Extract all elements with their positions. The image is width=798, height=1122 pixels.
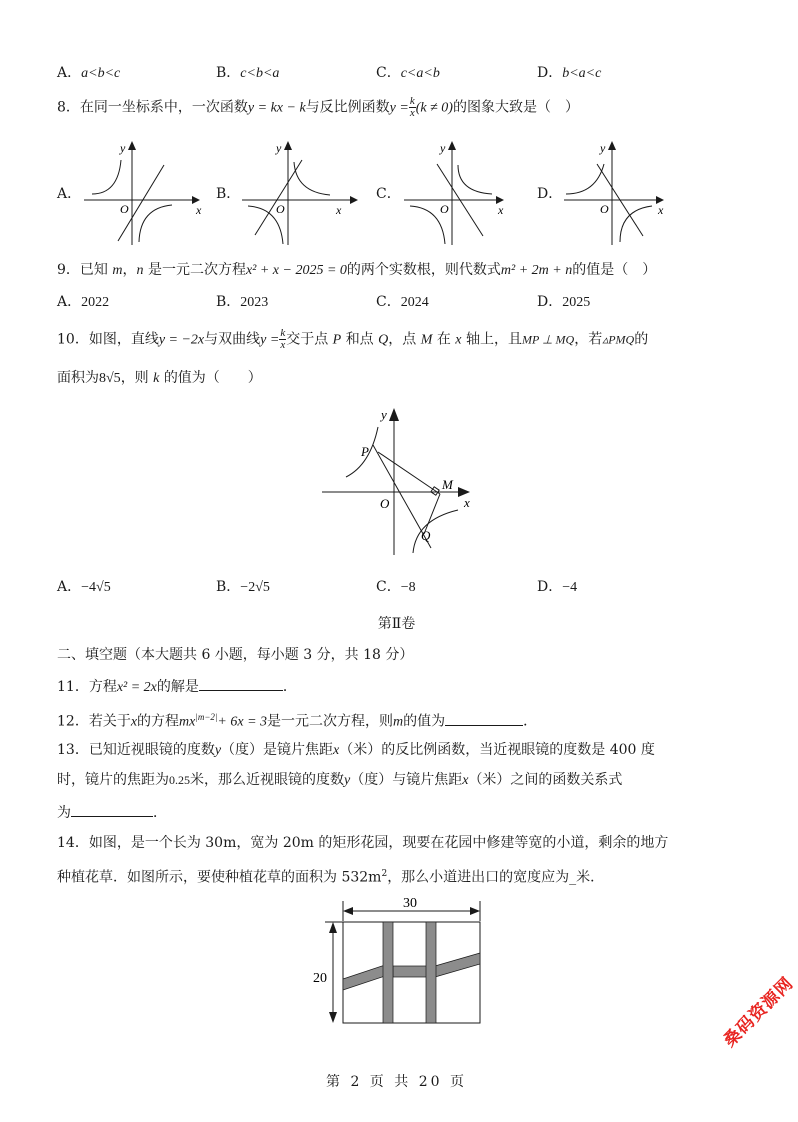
question-text: 轴上，且: [465, 331, 522, 348]
variable: m: [393, 714, 404, 730]
hyperbola-branch: [413, 510, 458, 553]
q7-option-a: [57, 63, 120, 84]
question-text: （米）的反比例函数，当近视眼镜的度数是 400 度: [339, 742, 655, 758]
linear-function-line: [255, 160, 302, 235]
y-arrow-icon: [284, 141, 292, 150]
question-number: 9．: [57, 262, 80, 278]
numerator: k: [280, 327, 286, 339]
option-label: D．: [537, 65, 563, 81]
fraction: [409, 96, 416, 119]
variable: x: [462, 773, 469, 788]
arrow-down-icon: [329, 1012, 337, 1023]
option-label: B．: [216, 579, 241, 595]
question-text: 若关于: [88, 713, 131, 730]
question-text: ．: [282, 679, 297, 695]
page-footer: 第 2 页 共 20 页: [326, 1074, 467, 1090]
question-number: 12．: [57, 713, 89, 730]
y-label: y: [381, 407, 387, 422]
hyperbola-branch: [458, 165, 492, 194]
q14-line2: [57, 864, 604, 888]
y-arrow-icon: [389, 408, 399, 421]
question-text: 和点: [345, 331, 374, 348]
hyperbola-branch: [566, 164, 604, 194]
point-q-label: Q: [421, 528, 431, 543]
formula: y =: [260, 332, 280, 348]
variable: P: [332, 332, 342, 348]
numerator: k: [409, 95, 415, 107]
y-label: y: [276, 141, 282, 155]
question-text: 是一元二次方程: [147, 262, 246, 278]
q9-option-a: [57, 292, 109, 313]
variable: x: [455, 332, 462, 348]
question-text: 与双曲线: [204, 331, 261, 348]
question-text: 的解是: [156, 679, 199, 695]
y-label: y: [600, 141, 606, 155]
q10-option-a: [57, 577, 111, 598]
option-value: −2√5: [240, 580, 270, 595]
question-text: 方程: [88, 679, 117, 695]
formula: 8√5: [99, 371, 121, 386]
q8-graph-b: [238, 140, 358, 250]
q9-question: [57, 260, 656, 281]
q7-option-d: [537, 63, 601, 84]
formula: (k ≠ 0): [415, 100, 453, 116]
option-value: −4: [562, 580, 578, 595]
q10-option-c: [376, 577, 416, 598]
option-label: A．: [57, 294, 82, 310]
variable: x: [130, 714, 138, 730]
denominator: x: [409, 107, 415, 119]
equation: x² = 2x: [116, 680, 157, 695]
variable: n: [136, 263, 144, 278]
variable: M: [420, 332, 433, 348]
path-middle-segment: [393, 966, 430, 977]
question-text: ，若: [574, 331, 603, 348]
y-label: y: [120, 141, 126, 155]
option-label: C．: [376, 65, 401, 81]
variable: y: [344, 773, 351, 788]
x-label: x: [336, 203, 342, 217]
question-text: 种植花草．如图所示，要使种植花草的面积为 532m: [57, 869, 382, 886]
x-label: x: [498, 203, 504, 217]
x-label: x: [464, 495, 470, 510]
option-value: 2025: [562, 295, 591, 310]
path-vertical-left: [383, 922, 393, 1023]
question-text: ，则: [120, 370, 149, 386]
question-text: 在: [436, 331, 451, 348]
option-label: C．: [376, 294, 401, 310]
arrow-left-icon: [343, 907, 353, 915]
q13-line1: [57, 740, 655, 761]
part-title: 第Ⅱ卷: [377, 616, 416, 632]
q10-option-d: [537, 577, 577, 598]
section-heading: 二、填空题（本大题共 6 小题，每小题 3 分，共 18 分）: [57, 647, 414, 663]
question-text: 的: [634, 331, 649, 348]
variable: y: [214, 743, 222, 758]
option-value: 2022: [81, 295, 110, 310]
q14-line1: [57, 833, 668, 853]
y-label: y: [440, 141, 446, 155]
option-value: 2023: [240, 295, 269, 310]
q8-graph-a: [80, 140, 200, 250]
denominator: x: [280, 339, 286, 351]
answer-blank[interactable]: [71, 802, 153, 817]
arrow-right-icon: [470, 907, 480, 915]
question-text: 的值为: [403, 713, 446, 730]
question-text: 的值是（ ）: [572, 262, 657, 278]
option-value: −4√5: [81, 580, 111, 595]
q8-option-b-label: B．: [216, 186, 241, 202]
question-number: 11．: [57, 679, 89, 695]
origin-label: O: [120, 202, 129, 216]
option-label: B．: [216, 65, 241, 81]
origin-label: O: [440, 202, 449, 216]
hyperbola-branch: [139, 205, 172, 242]
question-text: ．: [523, 713, 538, 730]
hyperbola-branch: [294, 162, 330, 195]
question-text: （米）之间的函数关系式: [468, 772, 623, 788]
question-text: 交于点: [286, 331, 329, 348]
hyperbola-branch: [92, 160, 121, 194]
x-label: x: [196, 203, 202, 217]
option-text: c<b<a: [240, 66, 280, 81]
question-text: 是一元二次方程，则: [267, 713, 394, 730]
variable: k: [153, 371, 160, 386]
q12-question: [57, 707, 537, 733]
q8-option-c-label: C．: [376, 186, 401, 202]
question-text: （度）与镜片焦距: [350, 772, 463, 788]
q10-figure: [318, 405, 488, 560]
formula: y = kx − k: [247, 100, 306, 116]
q10-question-line2: [57, 368, 262, 389]
question-text: 已知: [79, 262, 108, 278]
q8-question: [57, 96, 579, 119]
question-number: 8．: [57, 99, 80, 116]
variable: Q: [378, 332, 389, 348]
watermark: 桑码资源网: [719, 973, 798, 1052]
option-label: D．: [537, 294, 563, 310]
q13-line2: [57, 770, 622, 791]
q7-option-c: [376, 63, 440, 84]
answer-blank[interactable]: [445, 711, 523, 726]
q8-option-a-label: A．: [57, 186, 82, 202]
question-text: 的图象大致是（ ）: [452, 99, 579, 116]
q8-graph-c: [400, 140, 520, 250]
q9-option-d: [537, 292, 590, 313]
question-text: ，: [122, 262, 137, 278]
question-text: （度）是镜片焦距: [221, 742, 334, 758]
question-text: 如图，直线: [88, 331, 159, 348]
question-text: 米，那么近视眼镜的度数: [190, 772, 344, 788]
answer-blank[interactable]: [199, 676, 283, 691]
option-label: C．: [376, 579, 401, 595]
equation: x² + x − 2025 = 0: [245, 263, 347, 278]
option-text: c<a<b: [400, 66, 440, 81]
q7-option-b: [216, 63, 279, 84]
q13-line3: [57, 802, 167, 823]
question-text: 面积为: [57, 370, 99, 386]
option-value: −8: [400, 580, 416, 595]
x-label: x: [658, 203, 664, 217]
path-vertical-right: [426, 922, 436, 1023]
option-label: A．: [57, 579, 82, 595]
hyperbola-branch: [620, 206, 652, 242]
question-text: 如图，是一个长为 30m，宽为 20m 的矩形花园，现要在花园中修建等宽的小道，剩余的地方: [88, 835, 669, 851]
q9-option-c: [376, 292, 429, 313]
origin-label: O: [276, 202, 285, 216]
question-text: ，点: [388, 331, 417, 348]
exponent: |m−2|: [195, 712, 218, 722]
origin-label: O: [380, 496, 390, 511]
origin-label: O: [600, 202, 609, 216]
value: 0.25: [169, 773, 190, 787]
formula: y = −2x: [158, 332, 205, 348]
question-text: 的方程: [137, 713, 180, 730]
q14-garden-figure: [305, 893, 495, 1028]
question-text: 在同一坐标系中，一次函数: [79, 99, 248, 116]
height-label: 20: [313, 971, 327, 986]
q8-option-d-label: D．: [537, 186, 563, 202]
formula: MP ⊥ MQ: [521, 332, 575, 347]
option-text: b<a<c: [562, 66, 602, 81]
point-p-label: P: [361, 444, 369, 459]
segment-pm: [378, 452, 440, 494]
question-text: 为: [57, 805, 71, 821]
question-text: 的值为（ ）: [163, 370, 262, 386]
question-text: 时，镜片的焦距为: [57, 772, 169, 788]
width-label: 30: [403, 896, 417, 911]
q10-question-line1: [57, 328, 648, 351]
variable: m: [112, 263, 123, 278]
question-text: 与反比例函数: [305, 99, 390, 116]
q11-question: [57, 676, 297, 698]
question-number: 14．: [57, 835, 89, 851]
variable: x: [333, 743, 340, 758]
option-text: a<b<c: [81, 66, 121, 81]
question-number: 13．: [57, 742, 89, 758]
q8-graph-d: [560, 140, 680, 250]
equation: + 6x = 3: [217, 714, 268, 730]
question-text: 已知近视眼镜的度数: [88, 742, 215, 758]
y-arrow-icon: [448, 141, 456, 150]
formula: y =: [389, 100, 409, 116]
equation: mx: [179, 714, 196, 730]
q9-option-b: [216, 292, 268, 313]
option-value: 2024: [400, 295, 429, 310]
superscript: 2: [381, 869, 388, 879]
option-label: A．: [57, 65, 82, 81]
point-m-label: M: [442, 477, 453, 492]
y-arrow-icon: [608, 141, 616, 150]
q10-option-b: [216, 577, 270, 598]
question-text: 的两个实数根，则代数式: [346, 262, 501, 278]
y-arrow-icon: [128, 141, 136, 150]
formula: ▵PMQ: [602, 332, 635, 347]
arrow-up-icon: [329, 922, 337, 933]
expression: m² + 2m + n: [500, 263, 573, 278]
question-text: ，那么小道进出口的宽度应为_米．: [387, 869, 605, 886]
option-label: B．: [216, 294, 241, 310]
question-number: 10．: [57, 331, 89, 348]
option-label: D．: [537, 579, 563, 595]
x-arrow-icon: [350, 196, 358, 204]
question-text: ．: [153, 805, 167, 821]
